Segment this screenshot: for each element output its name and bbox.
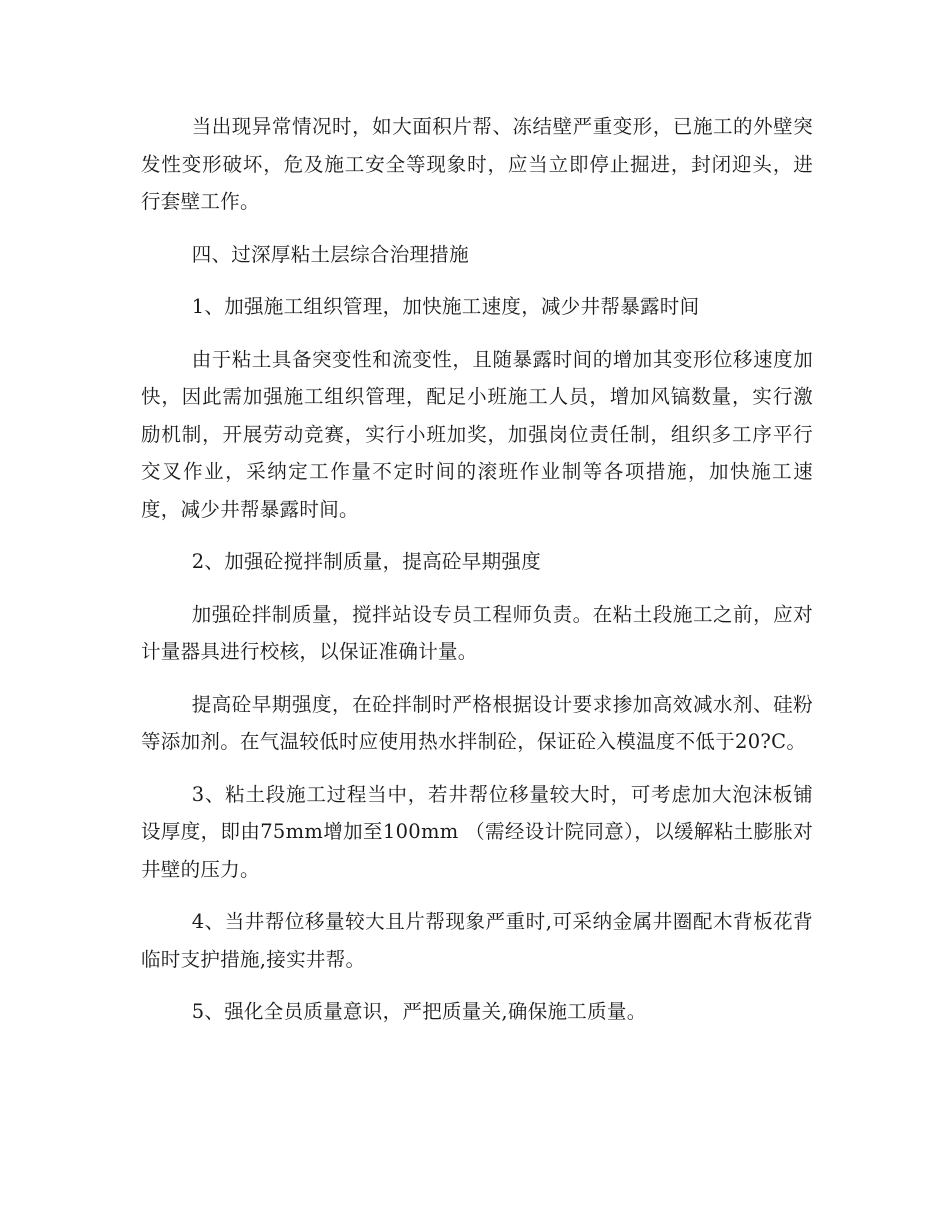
item-heading-2: 2、加强砼搅拌制质量，提高砼早期强度 — [191, 550, 541, 573]
section-heading-clay-measures: 四、过深厚粘土层综合治理措施 — [191, 242, 469, 266]
paragraph-item-2-body-a: 加强砼拌制质量，搅拌站设专员工程师负责。在粘土段施工之前，应对计量器具进行校核，以保证准确计量。 — [141, 602, 813, 663]
paragraph-item-4: 4、当井帮位移量较大且片帮现象严重时,可采纳金属井圈配木背板花背临时支护措施,接实井帮。 — [141, 910, 813, 971]
document-body — [141, 108, 813, 1046]
paragraph-item-2-body-b: 提高砼早期强度，在砼拌制时严格根据设计要求掺加高效减水剂、硅粉等添加剂。在气温较低时应使用热水拌制砼，保证砼入模温度不低于20?C。 — [141, 692, 813, 753]
paragraph-item-5: 5、强化全员质量意识，严把质量关,确保施工质量。 — [191, 1000, 647, 1023]
paragraph-item-3: 3、粘土段施工过程当中，若井帮位移量较大时，可考虑加大泡沫板铺设厚度，即由75mm增加至100mm （需经设计院同意），以缓解粘土膨胀对井壁的压力。 — [141, 782, 813, 881]
paragraph-abnormal-situation: 当出现异常情况时，如大面积片帮、冻结壁严重变形，已施工的外壁突发性变形破坏，危及施工安全等现象时，应当立即停止掘进，封闭迎头，进行套壁工作。 — [141, 115, 813, 213]
paragraph-item-1-body: 由于粘土具备突变性和流变性，且随暴露时间的增加其变形位移速度加快，因此需加强施工组织管理，配足小班施工人员，增加风镐数量，实行激励机制，开展劳动竞赛，实行小班加奖，加强岗位责任制，组织多工序平行交叉作业，采纳定工作量不定时间的滚班作业制等各项措施，加快施工速度，减少井帮暴露时间。 — [141, 347, 813, 521]
item-heading-1: 1、加强施工组织管理，加快施工速度，减少井帮暴露时间 — [191, 295, 700, 318]
